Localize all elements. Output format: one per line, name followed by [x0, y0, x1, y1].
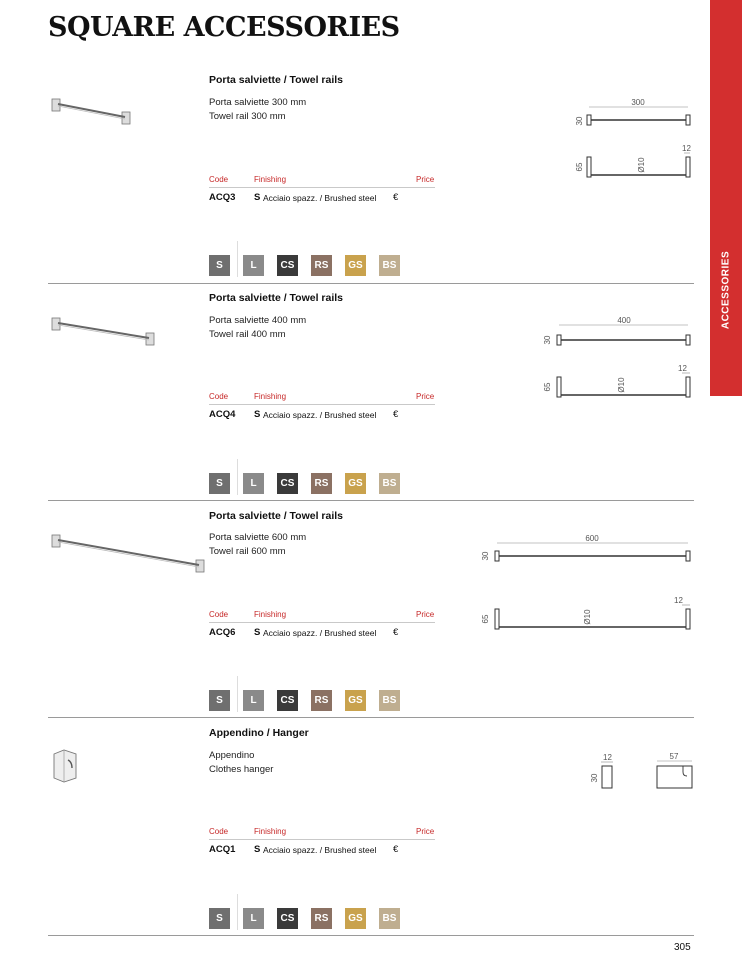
section-divider	[48, 283, 694, 284]
price-header: Price	[416, 610, 435, 619]
dim-height: 30	[481, 551, 490, 561]
dim-height: 30	[543, 335, 552, 345]
table-row	[209, 409, 439, 422]
desc-it: Porta salviette 600 mm	[209, 532, 307, 543]
dim-thickness: 12	[678, 364, 687, 373]
finish-code: S	[254, 627, 261, 638]
dim-length: 600	[585, 534, 599, 543]
swatch-bs[interactable]: BS	[379, 473, 400, 494]
swatch-separator	[237, 241, 238, 277]
finish-name: Acciaio spazz. / Brushed steel	[263, 410, 377, 420]
dim-thickness: 12	[603, 753, 612, 762]
swatch-l[interactable]: L	[243, 690, 264, 711]
price-header: Price	[416, 392, 435, 401]
desc-en: Clothes hanger	[209, 764, 274, 775]
table-row	[209, 844, 439, 857]
desc-it: Porta salviette 400 mm	[209, 315, 307, 326]
dim-thickness: 12	[682, 144, 691, 153]
section-divider	[48, 717, 694, 718]
finish-name: Acciaio spazz. / Brushed steel	[263, 628, 377, 638]
finish-code: S	[254, 409, 261, 420]
swatch-rs[interactable]: RS	[311, 690, 332, 711]
swatch-rs[interactable]: RS	[311, 473, 332, 494]
side-tab-label: ACCESSORIES	[720, 250, 732, 330]
swatch-separator	[237, 459, 238, 495]
table-header	[209, 610, 435, 623]
side-tab	[710, 0, 742, 396]
table-header	[209, 175, 435, 188]
dim-diameter: Ø10	[617, 377, 626, 393]
finishing-header: Finishing	[254, 392, 287, 401]
dim-thickness: 12	[674, 596, 683, 605]
dim-diameter: Ø10	[583, 609, 592, 625]
swatch-cs[interactable]: CS	[277, 473, 298, 494]
product-title: Porta salviette / Towel rails	[209, 292, 344, 304]
swatch-l[interactable]: L	[243, 473, 264, 494]
dim-depth: 65	[481, 614, 490, 624]
swatch-gs[interactable]: GS	[345, 255, 366, 276]
price-value: €	[393, 844, 399, 855]
page-number: 305	[674, 942, 691, 953]
product-code: ACQ6	[209, 627, 236, 638]
code-header: Code	[209, 827, 229, 836]
swatch-s[interactable]: S	[209, 473, 230, 494]
technical-drawing	[570, 95, 695, 185]
desc-en: Towel rail 300 mm	[209, 111, 286, 122]
price-value: €	[393, 627, 399, 638]
swatch-cs[interactable]: CS	[277, 255, 298, 276]
desc-it: Appendino	[209, 750, 255, 761]
dim-depth: 65	[543, 382, 552, 392]
swatch-cs[interactable]: CS	[277, 908, 298, 929]
towel-rail-image	[50, 532, 208, 576]
section-divider	[48, 935, 694, 936]
table-header	[209, 827, 435, 840]
price-value: €	[393, 192, 399, 203]
section-divider	[48, 500, 694, 501]
table-row	[209, 627, 439, 640]
swatch-bs[interactable]: BS	[379, 690, 400, 711]
swatch-s[interactable]: S	[209, 255, 230, 276]
code-header: Code	[209, 175, 229, 184]
product-title: Porta salviette / Towel rails	[209, 510, 344, 522]
swatch-rs[interactable]: RS	[311, 255, 332, 276]
code-header: Code	[209, 610, 229, 619]
desc-it: Porta salviette 300 mm	[209, 97, 307, 108]
swatch-bs[interactable]: BS	[379, 255, 400, 276]
desc-en: Towel rail 400 mm	[209, 329, 286, 340]
product-code: ACQ1	[209, 844, 236, 855]
dim-depth: 65	[575, 162, 584, 172]
product-code: ACQ3	[209, 192, 236, 203]
dim-length: 400	[617, 316, 631, 325]
swatch-gs[interactable]: GS	[345, 690, 366, 711]
product-title: Porta salviette / Towel rails	[209, 74, 344, 86]
towel-rail-image	[50, 315, 158, 349]
finish-name: Acciaio spazz. / Brushed steel	[263, 193, 377, 203]
technical-drawing	[538, 313, 695, 403]
dim-width: 57	[669, 752, 679, 761]
finishing-header: Finishing	[254, 827, 287, 836]
product-code: ACQ4	[209, 409, 236, 420]
swatch-rs[interactable]: RS	[311, 908, 332, 929]
finish-code: S	[254, 844, 261, 855]
technical-drawing	[585, 750, 695, 794]
swatch-gs[interactable]: GS	[345, 908, 366, 929]
table-row	[209, 192, 439, 205]
swatch-l[interactable]: L	[243, 255, 264, 276]
swatch-cs[interactable]: CS	[277, 690, 298, 711]
technical-drawing	[476, 531, 695, 631]
dim-height: 30	[590, 773, 599, 783]
finish-name: Acciaio spazz. / Brushed steel	[263, 845, 377, 855]
dim-length: 300	[631, 98, 645, 107]
dim-diameter: Ø10	[637, 157, 646, 173]
swatch-gs[interactable]: GS	[345, 473, 366, 494]
swatch-separator	[237, 894, 238, 930]
product-description	[209, 96, 306, 124]
hanger-image	[50, 748, 80, 784]
finishing-header: Finishing	[254, 610, 287, 619]
dim-height: 30	[575, 116, 584, 126]
desc-en: Towel rail 600 mm	[209, 546, 286, 557]
towel-rail-image	[50, 96, 134, 128]
finish-code: S	[254, 192, 261, 203]
price-value: €	[393, 409, 399, 420]
swatch-s[interactable]: S	[209, 908, 230, 929]
product-title: Appendino / Hanger	[209, 727, 309, 739]
finishing-header: Finishing	[254, 175, 287, 184]
swatch-separator	[237, 676, 238, 712]
swatch-s[interactable]: S	[209, 690, 230, 711]
page-title: SQUARE ACCESSORIES	[48, 12, 400, 43]
code-header: Code	[209, 392, 229, 401]
product-description	[209, 314, 306, 342]
price-header: Price	[416, 175, 435, 184]
product-description	[209, 749, 273, 777]
table-header	[209, 392, 435, 405]
swatch-bs[interactable]: BS	[379, 908, 400, 929]
swatch-l[interactable]: L	[243, 908, 264, 929]
product-description	[209, 531, 306, 559]
price-header: Price	[416, 827, 435, 836]
